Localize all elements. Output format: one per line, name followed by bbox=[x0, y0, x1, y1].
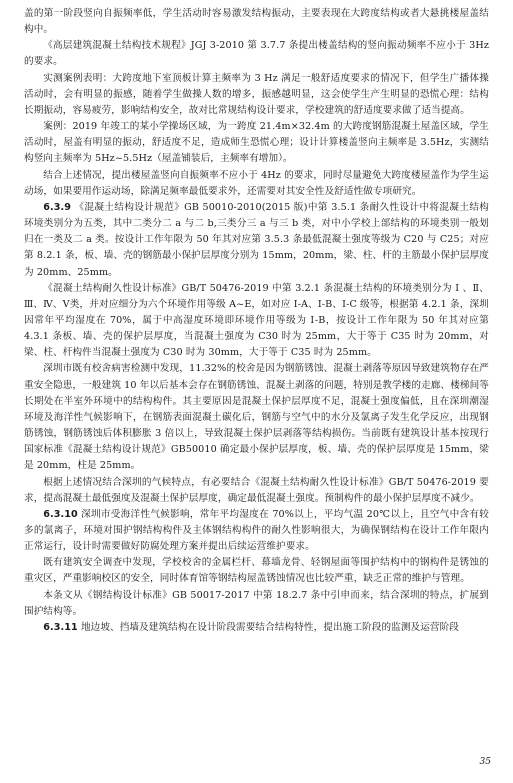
paragraph bbox=[24, 71, 489, 119]
document-body bbox=[24, 6, 489, 636]
paragraph bbox=[24, 475, 489, 507]
paragraph-text: 既有建筑安全调查中发现，学校校舍的金属栏杆、幕墙龙骨、轻钢屋面等围护结构中的钢构件是锈蚀的重灾区，严重影响校区的安全，同时体育馆等钢结构屋盖锈蚀情况也比较严重，缺乏正常的维护与管理。 bbox=[24, 557, 489, 585]
clause-number: 6.3.11 bbox=[43, 621, 78, 633]
paragraph bbox=[24, 168, 489, 200]
paragraph-text: 盖的第一阶段竖向自振频率低，学生活动时容易激发结构振动，主要表现在大跨度结构或者大悬挑楼屋盖结构中。 bbox=[24, 8, 489, 36]
paragraph-text: 《高层建筑混凝土结构技术规程》JGJ 3-2010 第 3.7.7 条提出楼盖结构的竖向振动频率不应小于 3Hz 的要求。 bbox=[24, 40, 489, 68]
paragraph bbox=[24, 119, 489, 167]
paragraph bbox=[24, 281, 489, 362]
clause-number: 6.3.10 bbox=[43, 508, 78, 520]
paragraph-text: 深圳市既有校舍病害检测中发现，11.32%的校舍是因为钢筋锈蚀、混凝土剥落等原因导致建筑物存在严重安全隐患，一般建筑 10 年以后基本会存在钢筋锈蚀、混凝土剥落的问题，特别是教学楼的走廊、楼梯间等长期处在半室外环境中的结构构件。其主要原因是混凝土保护层厚度不足，混凝土强度偏低，且在深圳潮湿环境及海洋性气候影响下，在钢筋表面混凝土碳化后，钢筋与空气中的水分及氯离子发生化学反应，出现钢筋锈蚀，钢筋锈蚀后体积膨胀 3 倍以上，导致混凝土保护层剥落等结构损伤。当前既有建筑设计基本按现行国家标准《混凝土结构设计规范》GB50010 确定最小保护层厚度，板、墙、壳的保护层厚度是 15mm，梁是 20mm，柱是 25mm。 bbox=[24, 363, 489, 472]
paragraph bbox=[24, 620, 489, 636]
paragraph-text: 《混凝土结构耐久性设计标准》GB/T 50476-2019 中第 3.2.1 条混凝土结构的环境类别分为 Ⅰ 、Ⅱ、Ⅲ、Ⅳ、Ⅴ类，并对应细分为六个环境作用等级 A~E，如对应 Ⅰ-A、Ⅰ-B、Ⅰ-C 级等，根据第 4.2.1 条，深圳因常年平均湿度在 70%，属于中高湿度环境即环境作用等级为 Ⅰ-B，按设计工作年限为 50 年其对应第 4.3.1 条板、墙、壳的保护层厚度，当混凝土强度为 C30 时为 25mm，大于等于 C35 时为 20mm，对梁、柱、杆构件当混凝土强度为 C30 时为 30mm，大于等于 C35 时为 25mm。 bbox=[24, 282, 489, 359]
paragraph bbox=[24, 6, 489, 38]
paragraph-text: 结合上述情况，提出楼屋盖竖向自振频率不应小于 4Hz 的要求，同时尽量避免大跨度楼屋盖作为学生运动场，如果要用作运动场，除满足频率最低要求外，还需要对其安全性及舒适性做专项研究。 bbox=[24, 169, 489, 197]
paragraph-text: 本条文从《钢结构设计标准》GB 50017-2017 中第 18.2.7 条中引申而来，结合深圳的特点，扩展到围护结构等。 bbox=[24, 589, 489, 617]
paragraph-text: 地边坡、挡墙及建筑结构在设计阶段需要结合结构特性，提出施工阶段的监测及运营阶段 bbox=[80, 621, 459, 633]
paragraph bbox=[24, 200, 489, 281]
paragraph-text: 深圳市受海洋性气候影响，常年平均湿度在 70%以上，平均气温 20℃以上，且空气中含有较多的氯离子，环境对围护钢结构构件及主体钢结构构件的耐久性影响很大，为确保钢结构在设计工作年限内正常运行，设计时需要做好防腐处理方案并提出后续运营维护要求。 bbox=[24, 508, 489, 553]
paragraph bbox=[24, 361, 489, 474]
paragraph-text: 案例：2019 年竣工的某小学操场区域，为一跨度 21.4m×32.4m 的大跨度钢筋混凝土屋盖区域，学生活动时，屋盖有明显的振动，舒适度不足，造成师生恐慌心理；设计计算楼盖竖向主频率是 3.5Hz，实测结构竖向主频率为 5Hz~5.5Hz（屋盖铺装后，主频率有增加）。 bbox=[24, 121, 489, 165]
clause-number: 6.3.9 bbox=[43, 201, 72, 213]
paragraph bbox=[24, 507, 489, 555]
page-number: 35 bbox=[479, 757, 491, 767]
paragraph bbox=[24, 555, 489, 587]
paragraph bbox=[24, 38, 489, 70]
paragraph-text: 实测案例表明：大跨度地下室顶板计算主频率为 3 Hz 满足一般舒适度要求的情况下，但学生广播体操活动时，会有明显的振感，随着学生做操人数的增多，振感越明显，这会使学生产生明显的恐慌心理：结构长期振动，容易疲劳，影响结构安全，故对比常规结构设计要求，学校建筑的舒适度要求做了适当提高。 bbox=[24, 72, 489, 116]
paragraph-text: 根据上述情况结合深圳的气候特点，有必要结合《混凝土结构耐久性设计标准》GB/T 50476-2019 要求，提高混凝土最低强度及混凝土保护层厚度，确定最低混凝土强度。预制构件的最小保护层厚度不减少。 bbox=[24, 476, 489, 504]
paragraph-text: 《混凝土结构设计规范》GB 50010-2010(2015 版)中第 3.5.1 条耐久性设计中将混凝土结构环境类别分为五类，其中二类分二 a 与二 b,三类分三 a 与三 b 类，对中小学校上部结构的环境类别一般划归在一类及二 a 类。按设计工作年限为 50 年其对应第 3.5.3 条最低混凝土强度等级为 C20 与 C25；对应第 8.2.1 条，板、墙、壳的钢筋最小保护层厚度分别为 15mm，20mm，梁、柱、杆的主筋最小保护层厚度为 20mm、25mm。 bbox=[24, 201, 489, 278]
paragraph bbox=[24, 588, 489, 620]
